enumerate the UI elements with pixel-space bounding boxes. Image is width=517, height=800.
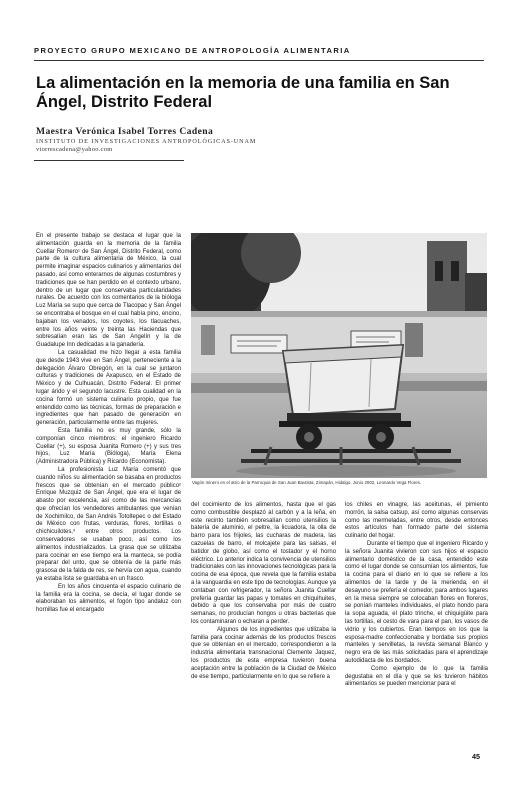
title-rule (34, 160, 184, 161)
paragraph: En el presente trabajo se destaca el lugar que la alimentación guarda en la memoria de la familia Cuellar Romero¹ de San Ángel, Distrito Federal, como parte de la cultura alimentaria de México, la cual permite imaginar espacios culinarios y alimentarios del pasado, así como enterarnos de algunas costumbres y tradiciones que se han perdido en el contexto urbano, dentro de un lugar que conservaba particularidades rurales. De acuerdo con los comentarios de la bióloga Luz María se supo que cerca de Tlacopac y San Ángel se encontraba el bosque en el cual había pino, encino, bajaban los venados, los coyotes, los tlacuaches, entre los años veinte y treinta las Haciendas que sobresalían eran las de San Angelín y la de Guadalupe Inn dedicadas a la ganadería. (36, 233, 181, 349)
paragraph: Como ejemplo de lo que la familia degustaba en el día y que se les tuvieron hábitos alimentarios se pueden mencionar para el (345, 665, 488, 688)
paragraph: Esta familia no es muy grande, sólo la componían cinco miembros: el ingeniero Ricardo Cuellar (+), su esposa Juanita Romero (+) y sus tres hijos, Luz María (Bióloga), María Elena (Administradora Pública) y Ricardo (Economista). (36, 427, 181, 466)
author-name: Maestra Verónica Isabel Torres Cadena (36, 126, 214, 137)
figure-caption: Vagón minero en el atrio de la Parroquia de San Juan Bautista, Zimapán, Hidalgo. Junio 2002, Leonardo Vega Flores. (192, 480, 422, 485)
column-middle (191, 502, 336, 681)
section-kicker: PROYECTO GRUPO MEXICANO DE ANTROPOLOGÍA ALIMENTARIA (34, 46, 351, 55)
paragraph: del cocimiento de los alimentos, hasta que el gas como combustible desplazó al carbón y a la leña, en este recinto también sobresalían como utensilios la batería de aluminio, el peltre, la licuadora, la olla de barro para los frijoles, las cucharas de madera, las cazuelas de barro, el molcajete para las salsas, el batidor de globo, así como el tostador y el horno eléctrico. Lo anterior indica la convivencia de utensilios tradicionales con las innovaciones tecnológicas para la cocina de esa época, que revela que la familia estaba a la vanguardia en este tipo de tecnologías. Aunque ya contaban con refrigerador, la señora Juanita Cuellar prefería guardar las papas y tomates en chiquihuites, debido a que los conservaba por más de cuatro semanas, no producían hongos u otras bacterias que los contaminaran o echaran a perder. (191, 502, 336, 625)
author-email: vtorrescadena@yahoo.com (36, 146, 113, 153)
author-institution: INSTITUTO DE INVESTIGACIONES ANTROPOLÓGICAS-UNAM (36, 138, 257, 145)
column-left (36, 233, 181, 615)
paragraph: Durante el tiempo que el ingeniero Ricardo y la señora Juanita vivieron con sus hijos el espacio alimentario doméstico de la casa, entendido este como el lugar donde se consumían los alimentos, fue la cocina para el diario en lo que se refiere a los alimentos de la tarde y de la merienda, en el desayuno se prefería el comedor, para ambos lugares en la mesa siempre se colocaban flores en floreros, se ponían manteles individuales, el plato hondo para la sopa aguada, el plato trinche, el chiquigüite para las tortillas, el cesto de vara para el pan, los vasos de vidrio y los cubiertos. Eran tiempos en los que la esposa-madre confeccionaba y bordaba sus propios manteles y servilletas, la revista semanal Blanco y negro era de las más solicitadas para el aprendizaje autodidacta de los bordados. (345, 540, 488, 664)
paragraph: La casualidad me hizo llegar a esta familia que desde 1943 vive en San Ángel, perteneciente a la delegación Álvaro Obregón, en la cual se juntaron culturas y tradiciones de Axapusco, en el Estado de México y de Culhuacán, Distrito Federal. El primer lugar árido y el segundo lacustre. Esta cualidad en la cocina formó un sistema culinario propio, que fue entendido como las técnicas, formas de preparación e ingredientes que han pasado de generación en generación, particularmente entre las mujeres. (36, 349, 181, 427)
paragraph: En los años cincuenta el espacio culinario de la familia era la cocina, se decía, el lugar donde se elaboraban los alimentos, el fogón tipo andaluz con hornillas fue el encargado (36, 583, 181, 614)
article-title: La alimentación en la memoria de una familia en San Ángel, Distrito Federal (36, 74, 450, 111)
paragraph: La profesionista Luz María comentó que cuando niños su alimentación se basaba en productos frescos que se obtenían en el mercado público² Enrique Muzquiz de San Ángel, que era el lugar de abasto por excelencia, así como de las mercancías que ofrecían los vendedores ambulantes que venían de Xochimilco, de San Andrés Totoltepec o del Estado de México con frutas, verduras, flores, tortillas o chichicuilotes,³ entre otros productos. Los conservadores se usaban poco, así como los alimentos industrializados. La grasa que se utilizaba para cocinar en ese tiempo era la manteca, se podía preparar del unto, que se obtenía de la parte más grasosa de la falda de res, se hervía con agua, cuando ya estaba lista se guardaba en un frasco. (36, 466, 181, 583)
mining-cart-photo (191, 233, 487, 478)
paragraph: los chiles en vinagre, las aceitunas, el pimiento morrón, la salsa catsup, así como algunas conservas como las mermeladas, entre otros, desde entonces estos artículos han formado parte del sistema culinario del hogar. (345, 502, 488, 540)
page-number: 45 (472, 752, 480, 761)
column-right (345, 502, 488, 689)
paragraph: Algunos de los ingredientes que utilizaba la familia para cocinar además de los productos frescos que se obtenían en el mercado, correspondieron a la industria alimentaria transnacional Clemente Jaquez, los productos de esta empresa tuvieron buena aceptación entre la población de la Ciudad de México de ese tiempo, particularmente en lo que se refiere a (191, 626, 336, 680)
kicker-rule (34, 60, 484, 61)
figure-photo (191, 233, 487, 478)
